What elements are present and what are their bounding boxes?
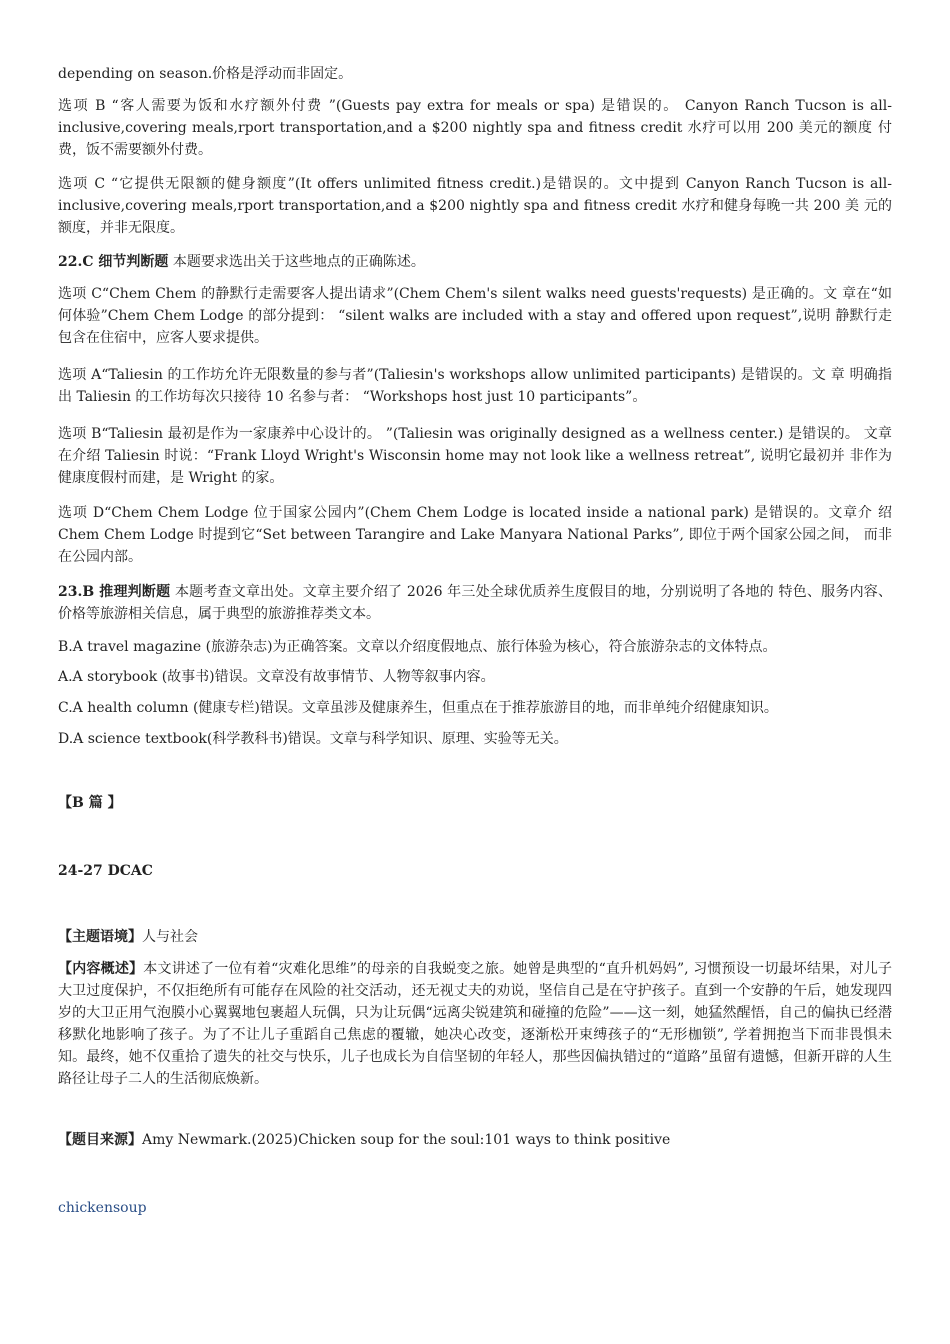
paragraph-answer-b: B.A travel magazine (旅游杂志)为正确答案。文章以介绍度假地点、旅行体验为核心，符合旅游杂志的文体特点。 <box>58 639 777 655</box>
paragraph-answer-c: C.A health column (健康专栏)错误。文章虽涉及健康养生，但重点在于推荐旅游目的地，而非单纯介绍健康知识。 <box>58 700 778 716</box>
paragraph-answer-a: A.A storybook (故事书)错误。文章没有故事情节、人物等叙事内容。 <box>58 669 495 685</box>
theme-context <box>58 926 892 948</box>
paragraph-option-c-chemchem: 选项 C“Chem Chem 的静默行走需要客人提出请求”(Chem Chem's silent walks need guests'requests) 是正确的。文 章在“如何体验”Chem Chem Lodge 的部分提到： “silent walks are included with a stay and offered upon request”,说明 静默行走包含在住宿中，应客人要求提供。 <box>58 286 892 346</box>
question-source <box>58 1129 892 1151</box>
question-22-label: 22.C 细节判断题 <box>58 254 169 270</box>
summary-body: 本文讲述了一位有着“灾难化思维”的母亲的自我蜕变之旅。她曾是典型的“直升机妈妈”, 习惯预设一切最坏结果，对儿子大卫过度保护，不仅拒绝所有可能存在风险的社交活动，还无视丈夫的劝说，坚信自己是在守护孩子。直到一个安静的午后，她发现四岁的大卫正用气泡膜小心翼翼地包裹超人玩偶，只为让玩偶“远离尖锐建筑和碰撞的危险”——这一刻，她猛然醒悟，自己的偏执已经潜移默化地影响了孩子。为了不让儿子重蹈自己焦虑的覆辙，她决心改变，逐渐松开束缚孩子的“无形枷锁”, 学着拥抱当下而非畏惧未知。最终，她不仅重拾了遗失的社交与快乐，儿子也成长为自信坚韧的年轻人，那些因偏执错过的“道路”虽留有遗憾，但新开辟的人生路径让母子二人的生活彻底焕新。 <box>58 961 893 1087</box>
question-23-block <box>58 581 892 625</box>
paragraph-answer-d: D.A science textbook(科学教科书)错误。文章与科学知识、原理、实验等无关。 <box>58 731 568 747</box>
source-label: 【题目来源】 <box>58 1132 142 1148</box>
theme-value: 人与社会 <box>142 929 198 945</box>
paragraph-price-note: depending on season.价格是浮动而非固定。 <box>58 66 353 82</box>
section-b-heading: 【B 篇 】 <box>58 795 122 811</box>
question-23-label: 23.B 推理判断题 <box>58 584 171 600</box>
paragraph-option-d-chemchem: 选项 D“Chem Chem Lodge 位于国家公园内”(Chem Chem Lodge is located inside a national park) 是错误的。文章介 绍 Chem Chem Lodge 时提到它“Set between Tarangire and Lake Manyara National Parks”, 即位于两个国家公园之间， 而非在公园内部。 <box>58 505 892 565</box>
question-22-intro: 本题要求选出关于这些地点的正确陈述。 <box>172 254 425 270</box>
theme-label: 【主题语境】 <box>58 929 142 945</box>
paragraph-option-b-taliesin: 选项 B“Taliesin 最初是作为一家康养中心设计的。 ”(Taliesin was originally designed as a wellness center.) 是错误的。 文章在介绍 Taliesin 时说：“Frank Lloyd Wright's Wisconsin home may not look like a wellness retreat”, 说明它最初并 非作为健康度假村而建，是 Wright 的家。 <box>58 426 892 486</box>
question-23-intro: 本题考查文章出处。文章主要介绍了 2026 年三处全球优质养生度假目的地，分别说明了各地的 特色、服务内容、价格等旅游相关信息，属于典型的旅游推荐类文本。 <box>58 584 892 622</box>
source-value: Amy Newmark.(2025)Chicken soup for the soul:101 ways to think positive <box>142 1132 671 1148</box>
paragraph-option-b-meals: 选项 B “客人需要为饭和水疗额外付费 ”(Guests pay extra for meals or spa) 是错误的。 Canyon Ranch Tucson is all-inclusive,covering meals,rport transportation,and a $200 nightly spa and fitness credit 水疗可以用 200 美元的额度 付费，饭不需要额外付费。 <box>58 98 892 158</box>
summary-label: 【内容概述】 <box>58 961 144 977</box>
paragraph-option-c-fitness: 选项 C “它提供无限额的健身额度”(It offers unlimited fitness credit.)是错误的。文中提到 Canyon Ranch Tucson is all-inclusive,covering meals,rport transportation,and a $200 nightly spa and fitness credit 水疗和健身每晚一共 200 美 元的额度，并非无限度。 <box>58 176 892 236</box>
chickensoup-link[interactable]: chickensoup <box>58 1200 147 1216</box>
answers-24-27: 24-27 DCAC <box>58 863 153 879</box>
question-22-heading <box>58 251 892 273</box>
paragraph-option-a-taliesin: 选项 A“Taliesin 的工作坊允许无限数量的参与者”(Taliesin's workshops allow unlimited participants) 是错误的。文 章 明确指出 Taliesin 的工作坊每次只接待 10 名参与者： “Workshops host just 10 participants”。 <box>58 367 892 405</box>
content-summary <box>58 958 892 1090</box>
